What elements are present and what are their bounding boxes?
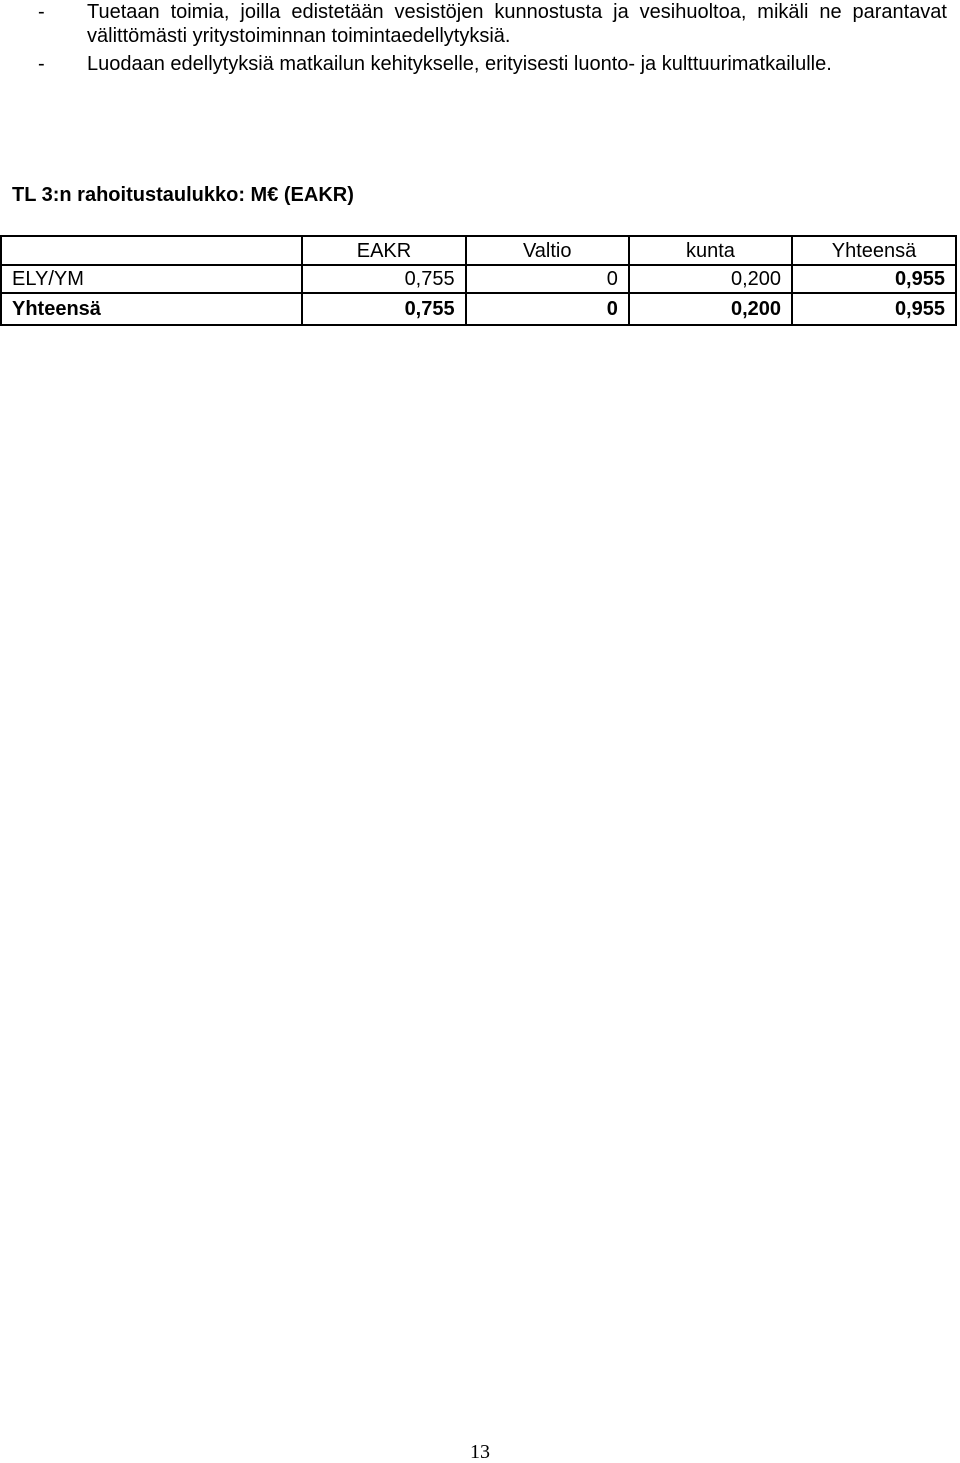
header-cell-kunta: kunta <box>629 236 792 265</box>
page-number: 13 <box>470 1441 490 1463</box>
row-label: Yhteensä <box>1 293 302 325</box>
table-header-row <box>1 236 956 265</box>
cell-eakr: 0,755 <box>302 265 465 293</box>
bullet-marker: - <box>38 53 45 75</box>
cell-total: 0,955 <box>792 265 956 293</box>
cell-valtio: 0 <box>466 265 629 293</box>
cell-valtio: 0 <box>466 293 629 325</box>
funding-table <box>0 235 957 326</box>
cell-total: 0,955 <box>792 293 956 325</box>
bullet-marker: - <box>38 1 45 23</box>
header-cell-eakr: EAKR <box>302 236 465 265</box>
row-label: ELY/YM <box>1 265 302 293</box>
header-cell-valtio: Valtio <box>466 236 629 265</box>
table-row-total <box>1 293 956 325</box>
cell-eakr: 0,755 <box>302 293 465 325</box>
bullet-item <box>0 0 960 48</box>
header-cell-empty <box>1 236 302 265</box>
table-row <box>1 265 956 293</box>
cell-kunta: 0,200 <box>629 265 792 293</box>
bullet-item <box>0 52 960 76</box>
bullet-text: Tuetaan toimia, joilla edistetään vesistöjen kunnostusta ja vesihuoltoa, mikäli ne parantavat välittömästi yritystoiminnan toimintaedellytyksiä. <box>87 1 947 47</box>
header-cell-yhteensa: Yhteensä <box>792 236 956 265</box>
bullet-text: Luodaan edellytyksiä matkailun kehitykselle, erityisesti luonto- ja kulttuurimatkailulle. <box>87 53 832 75</box>
table-heading: TL 3:n rahoitustaulukko: M€ (EAKR) <box>12 184 354 206</box>
cell-kunta: 0,200 <box>629 293 792 325</box>
